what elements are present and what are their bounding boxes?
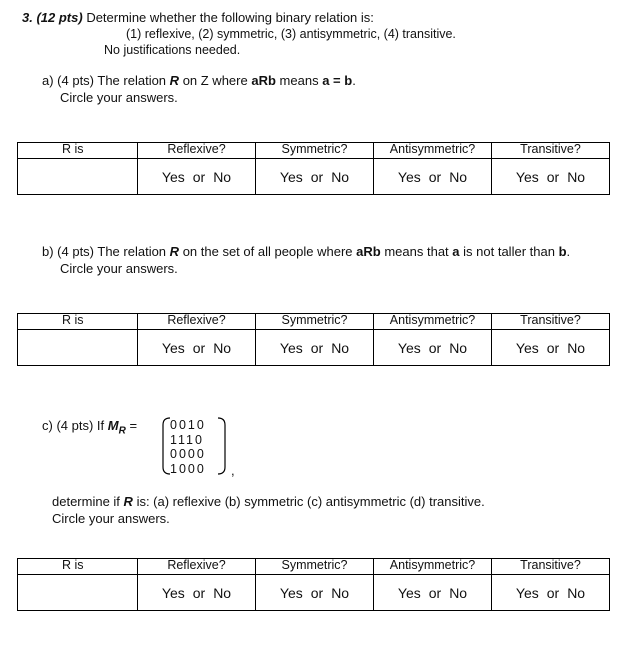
- header-r-is: R is: [18, 314, 138, 330]
- or-text: or: [310, 168, 324, 185]
- r-is-cell: [18, 575, 138, 611]
- header-reflexive: Reflexive?: [138, 143, 256, 159]
- or-text: or: [192, 168, 206, 185]
- matrix-row: 1000: [170, 461, 206, 476]
- part-a-mid: on Z where: [182, 73, 248, 88]
- part-b-cond: is not taller than: [463, 244, 555, 259]
- or-text: or: [546, 339, 560, 356]
- yes-option[interactable]: Yes: [279, 168, 303, 185]
- property-list: (1) reflexive, (2) symmetric, (3) antisymmetric, (4) transitive.: [126, 27, 456, 41]
- answer-table-c: [17, 558, 610, 611]
- yes-option[interactable]: Yes: [161, 168, 185, 185]
- symmetric-choice[interactable]: [256, 330, 374, 366]
- or-text: or: [546, 584, 560, 601]
- no-option[interactable]: No: [567, 339, 586, 356]
- transitive-choice[interactable]: [492, 159, 610, 195]
- r-is-cell: [18, 330, 138, 366]
- header-r-is: R is: [18, 143, 138, 159]
- r-is-cell: [18, 159, 138, 195]
- part-a-instruction: Circle your answers.: [60, 90, 178, 105]
- or-text: or: [310, 339, 324, 356]
- equals-sign: =: [129, 418, 138, 433]
- header-reflexive: Reflexive?: [138, 314, 256, 330]
- part-a-rel: R: [169, 73, 180, 88]
- antisymmetric-choice[interactable]: [374, 575, 492, 611]
- no-option[interactable]: No: [331, 584, 350, 601]
- part-c-instruction: Circle your answers.: [52, 511, 170, 526]
- no-option[interactable]: No: [331, 339, 350, 356]
- part-a-means: means: [279, 73, 319, 88]
- yes-option[interactable]: Yes: [515, 584, 539, 601]
- header-antisymmetric: Antisymmetric?: [374, 143, 492, 159]
- matrix-rows: [170, 418, 206, 476]
- part-c-rel: R: [123, 494, 133, 509]
- no-option[interactable]: No: [213, 339, 232, 356]
- or-text: or: [192, 584, 206, 601]
- header-transitive: Transitive?: [492, 314, 610, 330]
- symmetric-choice[interactable]: [256, 575, 374, 611]
- or-text: or: [428, 168, 442, 185]
- yes-option[interactable]: Yes: [161, 584, 185, 601]
- transitive-choice[interactable]: [492, 575, 610, 611]
- no-option[interactable]: No: [449, 584, 468, 601]
- part-b-expr: aRb: [356, 244, 381, 259]
- part-b-b: b: [558, 244, 567, 259]
- header-antisymmetric: Antisymmetric?: [374, 314, 492, 330]
- matrix-subscript: R: [118, 425, 126, 437]
- reflexive-choice[interactable]: [138, 330, 256, 366]
- matrix-symbol: M: [107, 418, 119, 433]
- header-r-is: R is: [18, 559, 138, 575]
- matrix-row: 0000: [170, 447, 206, 461]
- or-text: or: [310, 584, 324, 601]
- no-option[interactable]: No: [213, 168, 232, 185]
- part-a-expr: aRb: [251, 73, 276, 88]
- no-option[interactable]: No: [567, 584, 586, 601]
- no-option[interactable]: No: [213, 584, 232, 601]
- part-b-statement: [42, 244, 570, 259]
- header-symmetric: Symmetric?: [256, 143, 374, 159]
- no-option[interactable]: No: [449, 168, 468, 185]
- part-b-a: a: [452, 244, 460, 259]
- no-option[interactable]: No: [567, 168, 586, 185]
- matrix-comma: ,: [231, 463, 235, 478]
- yes-option[interactable]: Yes: [279, 584, 303, 601]
- relation-matrix: [158, 416, 228, 476]
- or-text: or: [192, 339, 206, 356]
- part-a-label: a) (4 pts) The relation: [42, 73, 167, 88]
- antisymmetric-choice[interactable]: [374, 330, 492, 366]
- header-antisymmetric: Antisymmetric?: [374, 559, 492, 575]
- question-header: [22, 10, 374, 25]
- header-reflexive: Reflexive?: [138, 559, 256, 575]
- yes-option[interactable]: Yes: [515, 339, 539, 356]
- part-b-instruction: Circle your answers.: [60, 261, 178, 276]
- part-c-label: c) (4 pts) If: [42, 418, 105, 433]
- part-b-means: means that: [384, 244, 449, 259]
- part-c-statement: [52, 494, 485, 509]
- transitive-choice[interactable]: [492, 330, 610, 366]
- antisymmetric-choice[interactable]: [374, 159, 492, 195]
- answer-table-b: [17, 313, 610, 366]
- part-c-label-line: [42, 418, 137, 437]
- question-number: 3. (12 pts): [22, 10, 83, 25]
- or-text: or: [428, 339, 442, 356]
- reflexive-choice[interactable]: [138, 575, 256, 611]
- header-transitive: Transitive?: [492, 143, 610, 159]
- no-option[interactable]: No: [449, 339, 468, 356]
- or-text: or: [428, 584, 442, 601]
- yes-option[interactable]: Yes: [397, 584, 421, 601]
- matrix-row: 1110: [170, 432, 204, 447]
- reflexive-choice[interactable]: [138, 159, 256, 195]
- part-a-end: .: [352, 73, 356, 88]
- part-b-mid: on the set of all people where: [182, 244, 353, 259]
- no-option[interactable]: No: [331, 168, 350, 185]
- part-a-statement: [42, 73, 356, 88]
- part-b-end: .: [566, 244, 571, 259]
- part-b-rel: R: [169, 244, 180, 259]
- or-text: or: [546, 168, 560, 185]
- question-note: No justifications needed.: [104, 43, 241, 57]
- part-a-cond: a = b: [322, 73, 353, 88]
- header-symmetric: Symmetric?: [256, 314, 374, 330]
- yes-option[interactable]: Yes: [515, 168, 539, 185]
- part-b-label: b) (4 pts) The relation: [42, 244, 167, 259]
- answer-table-a: [17, 142, 610, 195]
- yes-option[interactable]: Yes: [279, 339, 303, 356]
- symmetric-choice[interactable]: [256, 159, 374, 195]
- yes-option[interactable]: Yes: [397, 168, 421, 185]
- part-c-determine: determine if: [52, 494, 120, 509]
- question-prompt: Determine whether the following binary relation is:: [86, 10, 374, 25]
- part-c-rest: is: (a) reflexive (b) symmetric (c) antisymmetric (d) transitive.: [136, 494, 485, 509]
- header-symmetric: Symmetric?: [256, 559, 374, 575]
- yes-option[interactable]: Yes: [161, 339, 185, 356]
- header-transitive: Transitive?: [492, 559, 610, 575]
- yes-option[interactable]: Yes: [397, 339, 421, 356]
- matrix-row: 0010: [170, 418, 206, 432]
